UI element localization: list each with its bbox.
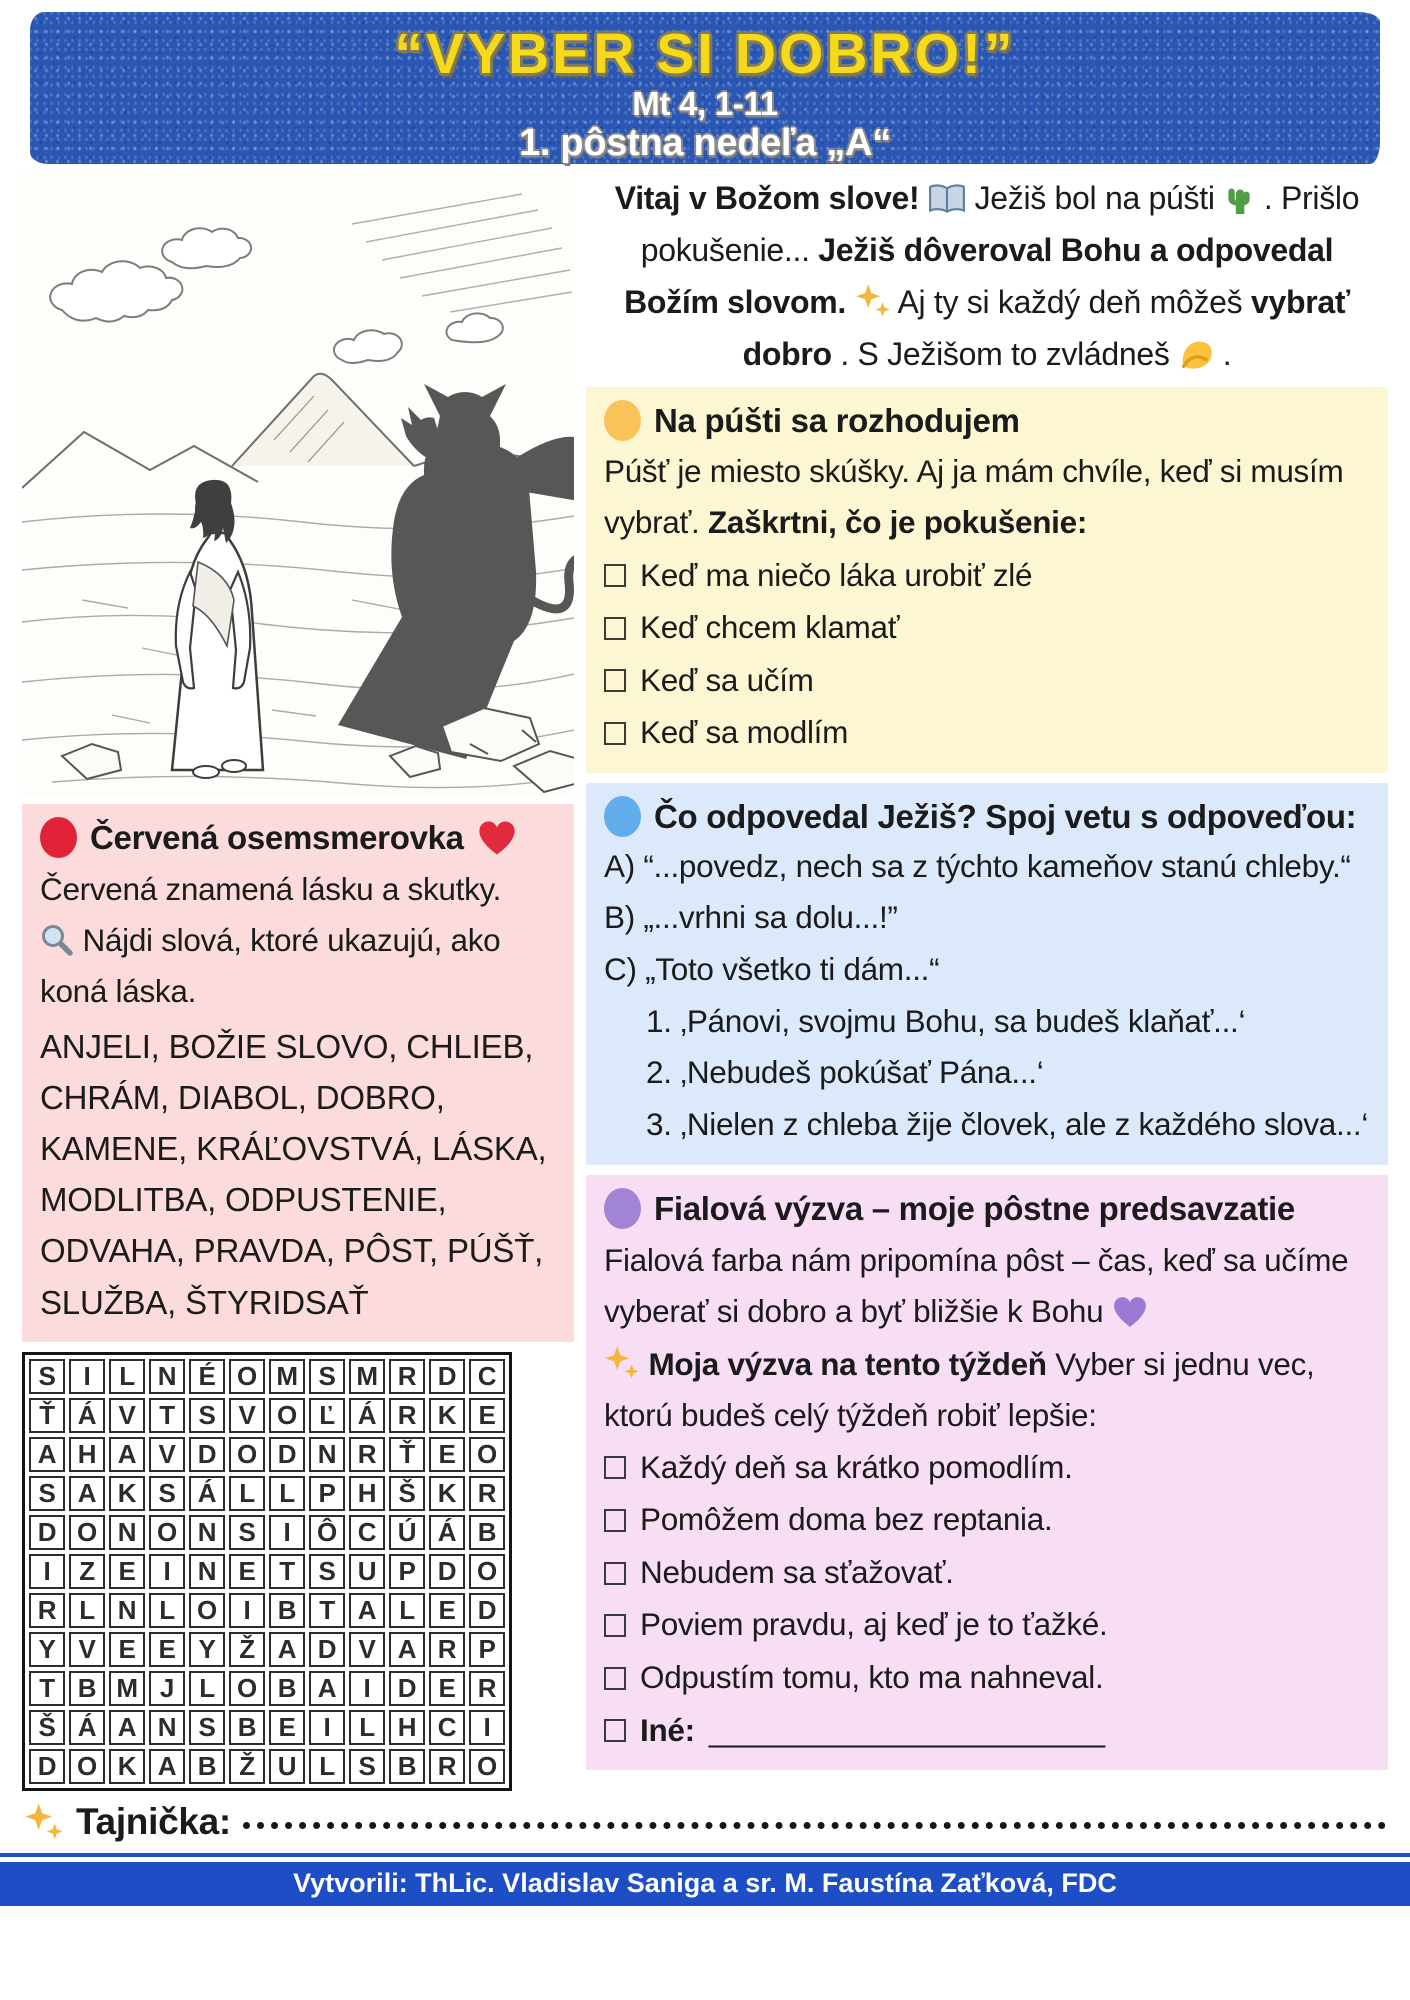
grid-cell: E	[109, 1554, 145, 1589]
wordsearch-line1: Červená znamená lásku a skutky.	[40, 870, 502, 907]
grid-cell: Š	[29, 1710, 65, 1745]
desert-heading-row	[604, 397, 1370, 445]
grid-cell: Ž	[229, 1749, 265, 1784]
grid-cell: P	[469, 1632, 505, 1667]
content-columns	[0, 170, 1410, 1791]
grid-cell: M	[269, 1359, 305, 1394]
grid-cell: A	[389, 1632, 425, 1667]
checkbox[interactable]	[604, 669, 626, 692]
grid-cell: E	[109, 1632, 145, 1667]
red-heart-icon	[477, 820, 517, 856]
intro-text-3: Aj ty si každý deň môžeš	[897, 284, 1251, 321]
grid-cell: D	[29, 1749, 65, 1784]
grid-cell: V	[149, 1437, 185, 1472]
grid-cell: O	[469, 1554, 505, 1589]
header-banner	[30, 12, 1380, 164]
grid-cell: B	[69, 1671, 105, 1706]
grid-cell: O	[469, 1749, 505, 1784]
bible-reference: Mt 4, 1-11	[632, 85, 778, 122]
grid-cell: K	[429, 1476, 465, 1511]
wordsearch-intro	[40, 864, 556, 1017]
grid-row	[29, 1710, 505, 1745]
grid-row	[29, 1554, 505, 1589]
open-book-icon	[928, 183, 966, 215]
grid-cell: A	[149, 1749, 185, 1784]
grid-cell: N	[189, 1515, 225, 1550]
secret-answer-row	[0, 1791, 1410, 1845]
grid-row	[29, 1671, 505, 1706]
grid-cell: R	[389, 1359, 425, 1394]
check-label: Keď chcem klamať	[640, 609, 900, 646]
grid-cell: O	[269, 1398, 305, 1433]
grid-cell: N	[149, 1710, 185, 1745]
grid-cell: I	[149, 1554, 185, 1589]
grid-cell: É	[189, 1359, 225, 1394]
grid-cell: S	[189, 1710, 225, 1745]
grid-cell: U	[269, 1749, 305, 1784]
grid-cell: N	[109, 1593, 145, 1628]
quote-option-a[interactable]: A) “...povedz, nech sa z týchto kameňov stanú chleby.“	[604, 847, 1351, 884]
grid-cell: K	[109, 1476, 145, 1511]
grid-cell: H	[389, 1710, 425, 1745]
grid-cell: R	[389, 1398, 425, 1433]
grid-cell: B	[389, 1749, 425, 1784]
grid-cell: K	[429, 1398, 465, 1433]
check-label: Poviem pravdu, aj keď je to ťažké.	[640, 1606, 1108, 1643]
grid-cell: Á	[349, 1398, 385, 1433]
grid-cell: C	[469, 1359, 505, 1394]
grid-cell: I	[69, 1359, 105, 1394]
grid-cell: S	[309, 1554, 345, 1589]
grid-cell: Z	[69, 1554, 105, 1589]
grid-cell: R	[29, 1593, 65, 1628]
grid-cell: E	[429, 1671, 465, 1706]
grid-cell: V	[109, 1398, 145, 1433]
check-label: Keď ma niečo láka urobiť zlé	[640, 556, 1033, 593]
grid-cell: B	[269, 1593, 305, 1628]
intro-bold-welcome: Vitaj v Božom slove!	[614, 180, 920, 216]
check-label: Odpustím tomu, kto ma nahneval.	[640, 1658, 1104, 1695]
grid-cell: I	[29, 1554, 65, 1589]
grid-cell: E	[469, 1398, 505, 1433]
challenge-heading-row	[604, 1185, 1370, 1233]
grid-cell: Ľ	[309, 1398, 345, 1433]
grid-cell: R	[429, 1749, 465, 1784]
wordsearch-line2: Nájdi slová, ktoré ukazujú, ako koná láska.	[40, 921, 501, 1009]
secret-label: Tajnička:	[76, 1800, 231, 1842]
intro-paragraph	[586, 170, 1388, 387]
grid-cell: Ú	[389, 1515, 425, 1550]
grid-row	[29, 1398, 505, 1433]
grid-cell: D	[309, 1632, 345, 1667]
grid-cell: O	[149, 1515, 185, 1550]
grid-cell: E	[229, 1554, 265, 1589]
grid-cell: B	[469, 1515, 505, 1550]
desert-body	[604, 446, 1370, 548]
intro-bold-choose: vybrať dobro	[742, 284, 1350, 373]
grid-cell: V	[229, 1398, 265, 1433]
credits-text: Vytvorili: ThLic. Vladislav Saniga a sr. M. Faustína Zaťková, FDC	[293, 1868, 1117, 1899]
grid-cell: Y	[189, 1632, 225, 1667]
grid-cell: C	[349, 1515, 385, 1550]
grid-cell: D	[189, 1437, 225, 1472]
check-label: Nebudem sa sťažovať.	[640, 1553, 954, 1590]
answers-heading-row	[604, 793, 1370, 841]
desert-body-text: Púšť je miesto skúšky. Aj ja mám chvíle, keď si musím vybrať.	[604, 453, 1344, 541]
purple-circle-icon	[604, 1188, 641, 1229]
grid-cell: I	[469, 1710, 505, 1745]
flexed-biceps-icon	[1178, 337, 1214, 371]
grid-cell: N	[189, 1554, 225, 1589]
jesus-desert-illustration	[22, 170, 574, 796]
left-column	[22, 170, 574, 1791]
sunday-label: 1. pôstna nedeľa „A“	[519, 121, 891, 164]
grid-cell: R	[469, 1671, 505, 1706]
checkbox[interactable]	[604, 1456, 626, 1479]
grid-row	[29, 1632, 505, 1667]
grid-row	[29, 1749, 505, 1784]
check-label: Každý deň sa krátko pomodlím.	[640, 1448, 1073, 1485]
red-circle-icon	[40, 817, 77, 858]
challenge-week-line	[604, 1339, 1370, 1441]
grid-row	[29, 1593, 505, 1628]
temptation-option-row	[604, 601, 1370, 654]
check-label: Keď sa modlím	[640, 714, 849, 751]
grid-cell: T	[29, 1671, 65, 1706]
grid-cell: A	[349, 1593, 385, 1628]
challenge-body	[604, 1235, 1370, 1337]
grid-cell: R	[469, 1476, 505, 1511]
grid-cell: S	[29, 1359, 65, 1394]
grid-cell: Ť	[389, 1437, 425, 1472]
page-title: “VYBER SI DOBRO!”	[394, 22, 1016, 86]
desert-heading: Na púšti sa rozhodujem	[654, 401, 1020, 439]
footer-credits-bar	[0, 1862, 1410, 1906]
grid-cell: N	[149, 1359, 185, 1394]
grid-cell: U	[349, 1554, 385, 1589]
grid-cell: N	[109, 1515, 145, 1550]
grid-cell: O	[69, 1515, 105, 1550]
grid-cell: J	[149, 1671, 185, 1706]
grid-row	[29, 1476, 505, 1511]
intro-bold-trust: Ježiš dôveroval Bohu a odpovedal Božím slovom.	[624, 232, 1334, 321]
resolution-option-row	[604, 1651, 1370, 1704]
grid-cell: N	[309, 1437, 345, 1472]
checkbox[interactable]	[604, 722, 626, 745]
desert-panel	[586, 387, 1388, 773]
word-list: ANJELI, BOŽIE SLOVO, CHLIEB, CHRÁM, DIABOL, DOBRO, KAMENE, KRÁĽOVSTVÁ, LÁSKA, MODLITBA, ODPUSTENIE, ODVAHA, PRAVDA, PÔST, PÚŠŤ, SLUŽBA, ŠTYRIDSAŤ	[40, 1027, 547, 1321]
answers-panel	[586, 783, 1388, 1165]
grid-cell: S	[189, 1398, 225, 1433]
grid-cell: Ô	[309, 1515, 345, 1550]
wordsearch-heading-row	[40, 814, 556, 862]
temptation-option-row	[604, 549, 1370, 602]
grid-cell: L	[349, 1710, 385, 1745]
check-label: Keď sa učím	[640, 661, 814, 698]
grid-cell: L	[109, 1359, 145, 1394]
blue-circle-icon	[604, 796, 641, 837]
grid-cell: H	[69, 1437, 105, 1472]
grid-row	[29, 1437, 505, 1472]
grid-cell: Á	[429, 1515, 465, 1550]
grid-cell: R	[429, 1632, 465, 1667]
grid-cell: A	[29, 1437, 65, 1472]
other-write-in-line[interactable]: _______________________	[708, 1711, 1105, 1748]
grid-cell: A	[69, 1476, 105, 1511]
intro-text-1: Ježiš bol na púšti	[974, 180, 1224, 216]
grid-cell: A	[309, 1671, 345, 1706]
intro-text-2: . Prišlo pokušenie...	[640, 180, 1360, 269]
grid-cell: P	[389, 1554, 425, 1589]
grid-cell: D	[269, 1437, 305, 1472]
grid-cell: O	[469, 1437, 505, 1472]
intro-text-4: . S Ježišom to zvládneš	[840, 336, 1179, 373]
grid-cell: L	[69, 1593, 105, 1628]
grid-cell: O	[189, 1593, 225, 1628]
grid-cell: E	[429, 1593, 465, 1628]
grid-cell: O	[69, 1749, 105, 1784]
grid-cell: D	[429, 1554, 465, 1589]
cactus-icon	[1223, 181, 1255, 215]
grid-cell: I	[269, 1515, 305, 1550]
other-label: Iné:	[640, 1711, 695, 1748]
grid-cell: S	[229, 1515, 265, 1550]
grid-cell: Š	[389, 1476, 425, 1511]
grid-cell: E	[149, 1632, 185, 1667]
grid-cell: R	[349, 1437, 385, 1472]
grid-cell: S	[149, 1476, 185, 1511]
purple-heart-icon	[1112, 1296, 1148, 1328]
grid-cell: V	[349, 1632, 385, 1667]
checkbox[interactable]	[604, 1719, 626, 1742]
answers-heading: Čo odpovedal Ježiš? Spoj vetu s odpoveďou:	[654, 797, 1357, 835]
grid-cell: D	[429, 1359, 465, 1394]
grid-cell: T	[269, 1554, 305, 1589]
answer-match-1[interactable]: 1. ‚Pánovi, svojmu Bohu, sa budeš klaňať...‘	[646, 1002, 1246, 1039]
grid-cell: D	[389, 1671, 425, 1706]
answer-match-2[interactable]: 2. ‚Nebudeš pokúšať Pána...‘	[646, 1054, 1044, 1091]
grid-cell: Ť	[29, 1398, 65, 1433]
grid-cell: L	[229, 1476, 265, 1511]
grid-cell: Á	[69, 1398, 105, 1433]
grid-cell: K	[109, 1749, 145, 1784]
grid-cell: A	[109, 1710, 145, 1745]
grid-cell: Ž	[229, 1632, 265, 1667]
grid-cell: P	[309, 1476, 345, 1511]
grid-row	[29, 1515, 505, 1550]
right-column	[586, 170, 1388, 1780]
grid-cell: M	[349, 1359, 385, 1394]
wordsearch-heading: Červená osemsmerovka	[90, 819, 464, 856]
intro-text-5: .	[1222, 336, 1232, 373]
secret-write-in-line[interactable]	[243, 1805, 1386, 1829]
checkbox[interactable]	[604, 1667, 626, 1690]
checkbox[interactable]	[604, 564, 626, 587]
grid-cell: O	[229, 1671, 265, 1706]
grid-cell: D	[469, 1593, 505, 1628]
check-label: Pomôžem doma bez reptania.	[640, 1501, 1053, 1538]
orange-circle-icon	[604, 400, 641, 441]
grid-cell: T	[309, 1593, 345, 1628]
grid-cell: C	[429, 1710, 465, 1745]
grid-cell: S	[309, 1359, 345, 1394]
resolution-option-row	[604, 1441, 1370, 1494]
grid-cell: M	[109, 1671, 145, 1706]
checkbox[interactable]	[604, 1614, 626, 1637]
challenge-week-rest: Vyber si jednu vec, ktorú budeš celý týždeň robiť lepšie:	[604, 1345, 1315, 1433]
checkbox[interactable]	[604, 1562, 626, 1585]
grid-cell: L	[389, 1593, 425, 1628]
grid-cell: Á	[189, 1476, 225, 1511]
grid-cell: L	[309, 1749, 345, 1784]
sparkles-icon	[24, 1802, 64, 1842]
grid-cell: A	[109, 1437, 145, 1472]
grid-cell: H	[349, 1476, 385, 1511]
grid-cell: D	[29, 1515, 65, 1550]
grid-cell: A	[269, 1632, 305, 1667]
grid-cell: I	[229, 1593, 265, 1628]
grid-cell: B	[269, 1671, 305, 1706]
resolution-option-row	[604, 1546, 1370, 1599]
grid-cell: L	[149, 1593, 185, 1628]
desert-body-bold: Zaškrtni, čo je pokušenie:	[707, 504, 1088, 541]
challenge-heading: Fialová výzva – moje pôstne predsavzatie	[654, 1189, 1295, 1227]
grid-cell: T	[149, 1398, 185, 1433]
grid-cell: S	[29, 1476, 65, 1511]
answer-match-3[interactable]: 3. ‚Nielen z chleba žije človek, ale z každého slova...‘	[646, 1106, 1369, 1142]
temptation-option-row	[604, 654, 1370, 707]
grid-cell: L	[269, 1476, 305, 1511]
challenge-body-text: Fialová farba nám pripomína pôst – čas, keď sa učíme vyberať si dobro a byť bližšie k Bohu	[604, 1241, 1349, 1329]
challenge-week-bold: Moja výzva na tento týždeň	[648, 1345, 1047, 1382]
grid-cell: E	[429, 1437, 465, 1472]
magnifier-icon	[40, 923, 74, 957]
wordsearch-grid	[22, 1352, 512, 1791]
checkbox[interactable]	[604, 617, 626, 640]
sparkles-icon	[604, 1345, 640, 1381]
temptation-option-row	[604, 706, 1370, 759]
grid-cell: O	[229, 1359, 265, 1394]
grid-cell: I	[349, 1671, 385, 1706]
grid-cell: L	[189, 1671, 225, 1706]
grid-cell: Y	[29, 1632, 65, 1667]
grid-cell: O	[229, 1437, 265, 1472]
quote-option-c[interactable]: C) „Toto všetko ti dám...“	[604, 951, 940, 988]
sparkles-icon	[855, 283, 891, 319]
grid-cell: E	[269, 1710, 305, 1745]
resolution-option-row	[604, 1493, 1370, 1546]
checkbox[interactable]	[604, 1509, 626, 1532]
wordsearch-panel	[22, 804, 574, 1342]
challenge-panel	[586, 1175, 1388, 1770]
grid-cell: I	[309, 1710, 345, 1745]
grid-cell: S	[349, 1749, 385, 1784]
footer-divider	[0, 1853, 1410, 1857]
grid-row	[29, 1359, 505, 1394]
grid-cell: Á	[69, 1710, 105, 1745]
grid-cell: B	[189, 1749, 225, 1784]
grid-cell: V	[69, 1632, 105, 1667]
resolution-other-row	[604, 1704, 1370, 1757]
grid-cell: B	[229, 1710, 265, 1745]
quote-option-b[interactable]: B) „...vrhni sa dolu...!”	[604, 899, 898, 936]
resolution-option-row	[604, 1598, 1370, 1651]
